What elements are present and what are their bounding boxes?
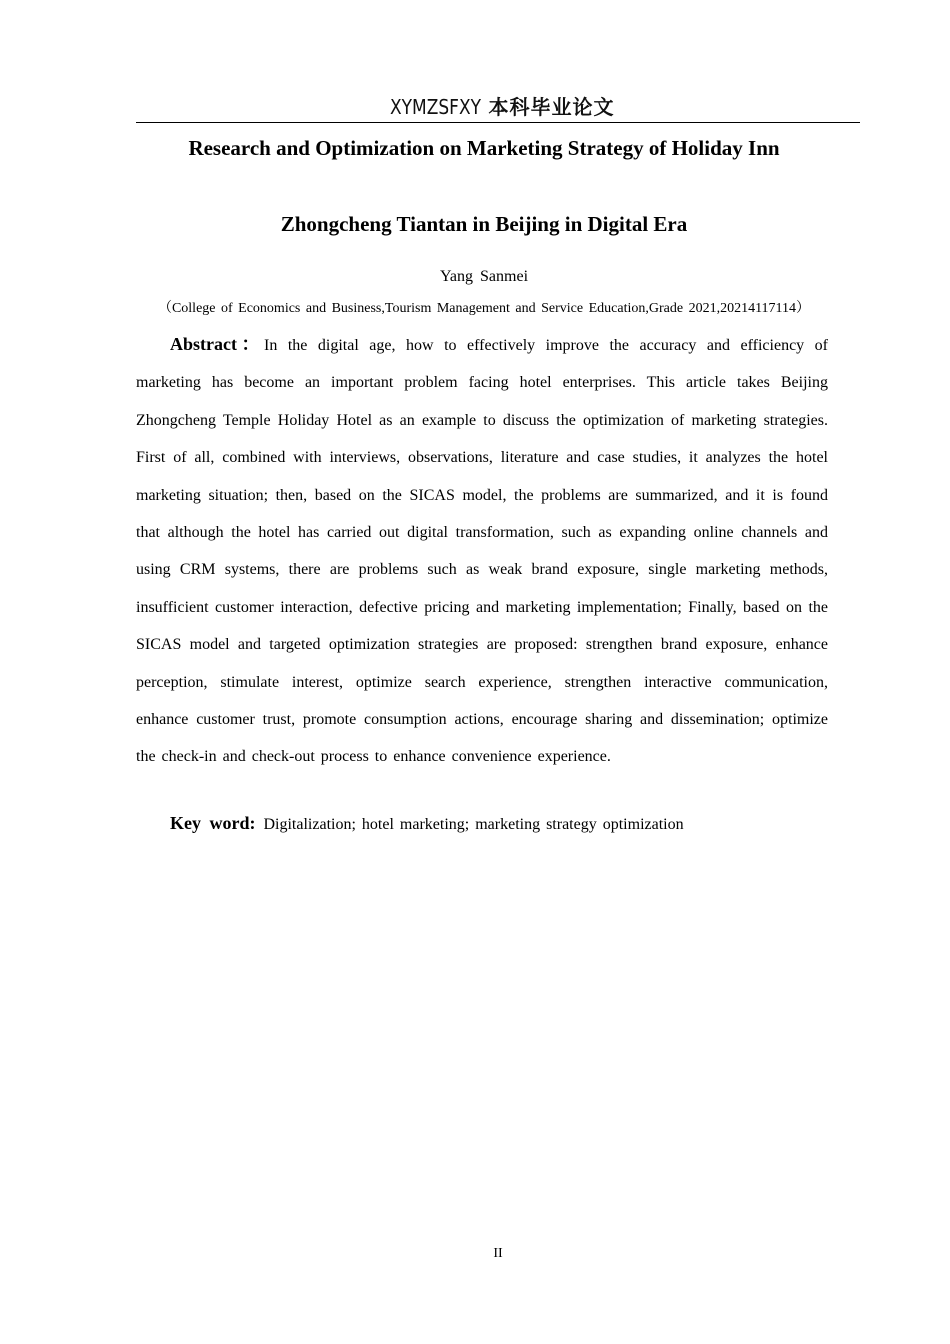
abstract-text: In the digital age, how to effectively improve the accuracy and efficiency of marketing has become an important problem facing hotel enterprises. This article takes Beijing Zhongcheng Temple Holiday Hotel as an example to discuss the optimization of marketing strategies. First of all, combined with interviews, observations, literature and case studies, it analyzes the hotel marketing situation; then, based on the SICAS model, the problems are summarized, and it is found that although the hotel has carried out digital transformation, such as expanding online channels and using CRM systems, there are problems such as weak brand exposure, single marketing methods, insufficient customer interaction, defective pricing and marketing implementation; Finally, based on the SICAS model and targeted optimization strategies are proposed: strengthen brand exposure, enhance perception, stimulate interest, optimize search experience, strengthen interactive communication, enhance customer trust, promote consumption actions, encourage sharing and dissemination; optimize the check-in and check-out process to enhance convenience experience. <box>136 337 829 766</box>
paper-title-line-2: Zhongcheng Tiantan in Beijing in Digital Era <box>280 212 688 236</box>
author-affiliation: （College of Economics and Business,Tourism Management and Service Education,Grade 2021,20214117114） <box>157 301 811 316</box>
abstract-label: Abstract： <box>170 334 265 354</box>
keywords-paragraph <box>136 810 828 838</box>
paper-title-line-1: Research and Optimization on Marketing Strategy of Holiday Inn <box>188 136 780 160</box>
header-rule <box>136 122 860 123</box>
keywords-text: Digitalization; hotel marketing; marketing strategy optimization <box>263 816 684 833</box>
author-name: Yang Sanmei <box>439 268 529 285</box>
abstract-paragraph <box>136 326 828 776</box>
page-number: II <box>493 1246 503 1261</box>
running-header <box>136 94 860 120</box>
header-label: 本科毕业论文 <box>488 95 615 119</box>
header-code: XYMZSFXY <box>389 95 481 119</box>
keywords-label: Key word: <box>170 813 256 833</box>
